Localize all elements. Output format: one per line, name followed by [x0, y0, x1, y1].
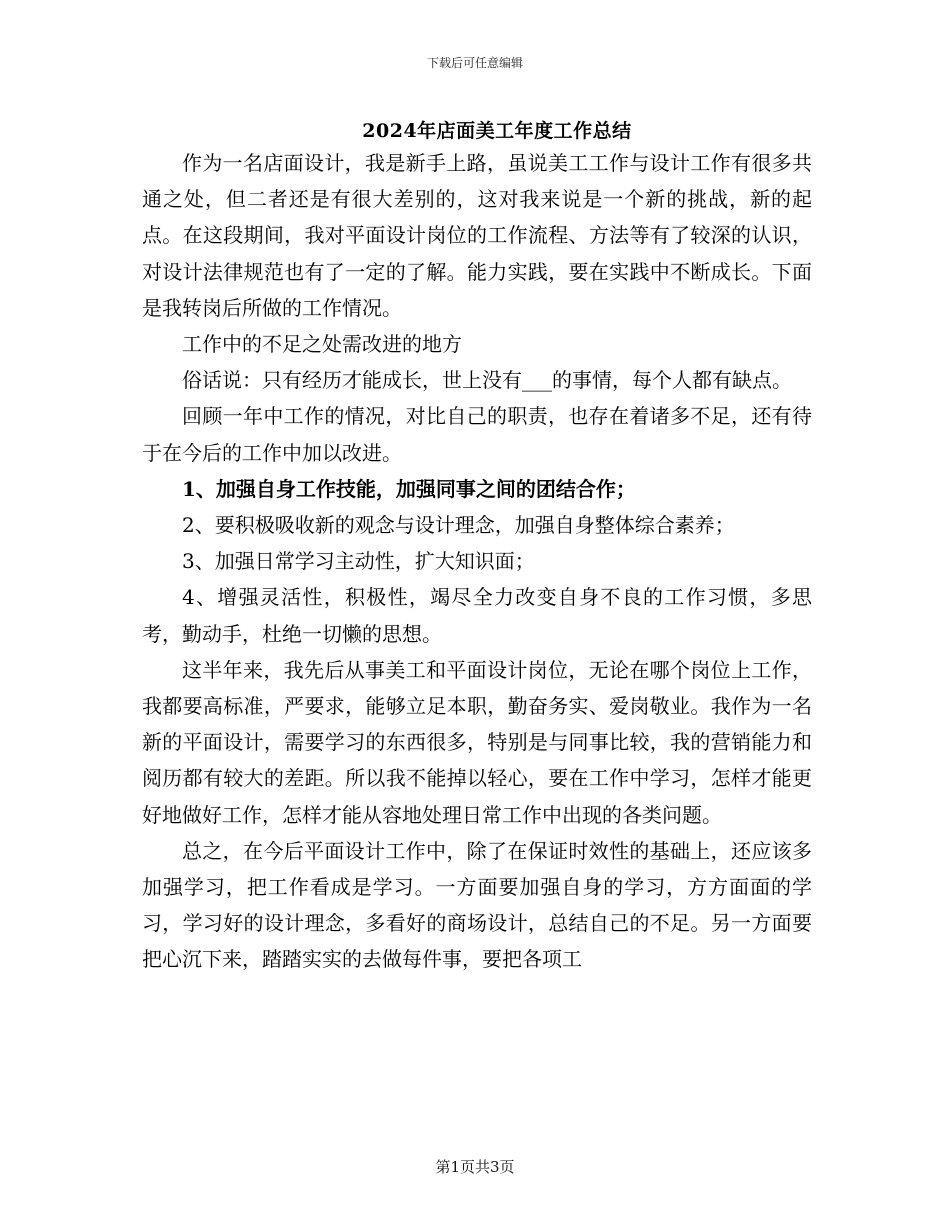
header-note: 下载后可任意编辑	[426, 56, 523, 70]
list-item-1: 1、加强自身工作技能，加强同事之间的团结合作；	[182, 476, 636, 501]
paragraph-intro: 作为一名店面设计，我是新手上路，虽说美工工作与设计工作有很多共通之处，但二者还是有很大差别的，这对我来说是一个新的挑战，新的起点。在这段期间，我对平面设计岗位的工作流程、方法等有了较深的认识，对设计法律规范也有了一定的了解。能力实践，要在实践中不断成长。下面是我转岗后所做的工作情况。	[142, 151, 812, 320]
paragraph-proverb: 俗话说：只有经历才能成长，世上没有___的事情，每个人都有缺点。	[182, 368, 792, 393]
list-item-4: 4、增强灵活性，积极性，竭尽全力改变自身不良的工作习惯，多思考，勤动手，杜绝一切懒的思想。	[142, 585, 812, 646]
document-body	[142, 145, 812, 978]
page-number: 第1页共3页	[435, 1158, 515, 1176]
paragraph-conclusion: 总之，在今后平面设计工作中，除了在保证时效性的基础上，还应该多加强学习，把工作看成是学习。一方面要加强自身的学习，方方面面的学习，学习好的设计理念，多看好的商场设计，总结自己的不足。另一方面要把心沉下来，踏踏实实的去做每件事，要把各项工	[142, 838, 812, 972]
paragraph-review: 回顾一年中工作的情况，对比自己的职责，也存在着诸多不足，还有待于在今后的工作中加以改进。	[142, 404, 812, 465]
list-item-3: 3、加强日常学习主动性，扩大知识面；	[182, 549, 535, 574]
list-item-2: 2、要积极吸收新的观念与设计理念，加强自身整体综合素养；	[182, 513, 735, 538]
paragraph-half-year: 这半年来，我先后从事美工和平面设计岗位，无论在哪个岗位上工作，我都要高标准，严要求，能够立足本职，勤奋务实、爱岗敬业。我作为一名新的平面设计，需要学习的东西很多，特别是与同事比较，我的营销能力和阅历都有较大的差距。所以我不能掉以轻心，要在工作中学习，怎样才能更好地做好工作，怎样才能从容地处理日常工作中出现的各类问题。	[142, 657, 812, 827]
paragraph-section-heading: 工作中的不足之处需改进的地方	[182, 332, 462, 357]
document-title: 2024年店面美工年度工作总结	[362, 120, 632, 142]
